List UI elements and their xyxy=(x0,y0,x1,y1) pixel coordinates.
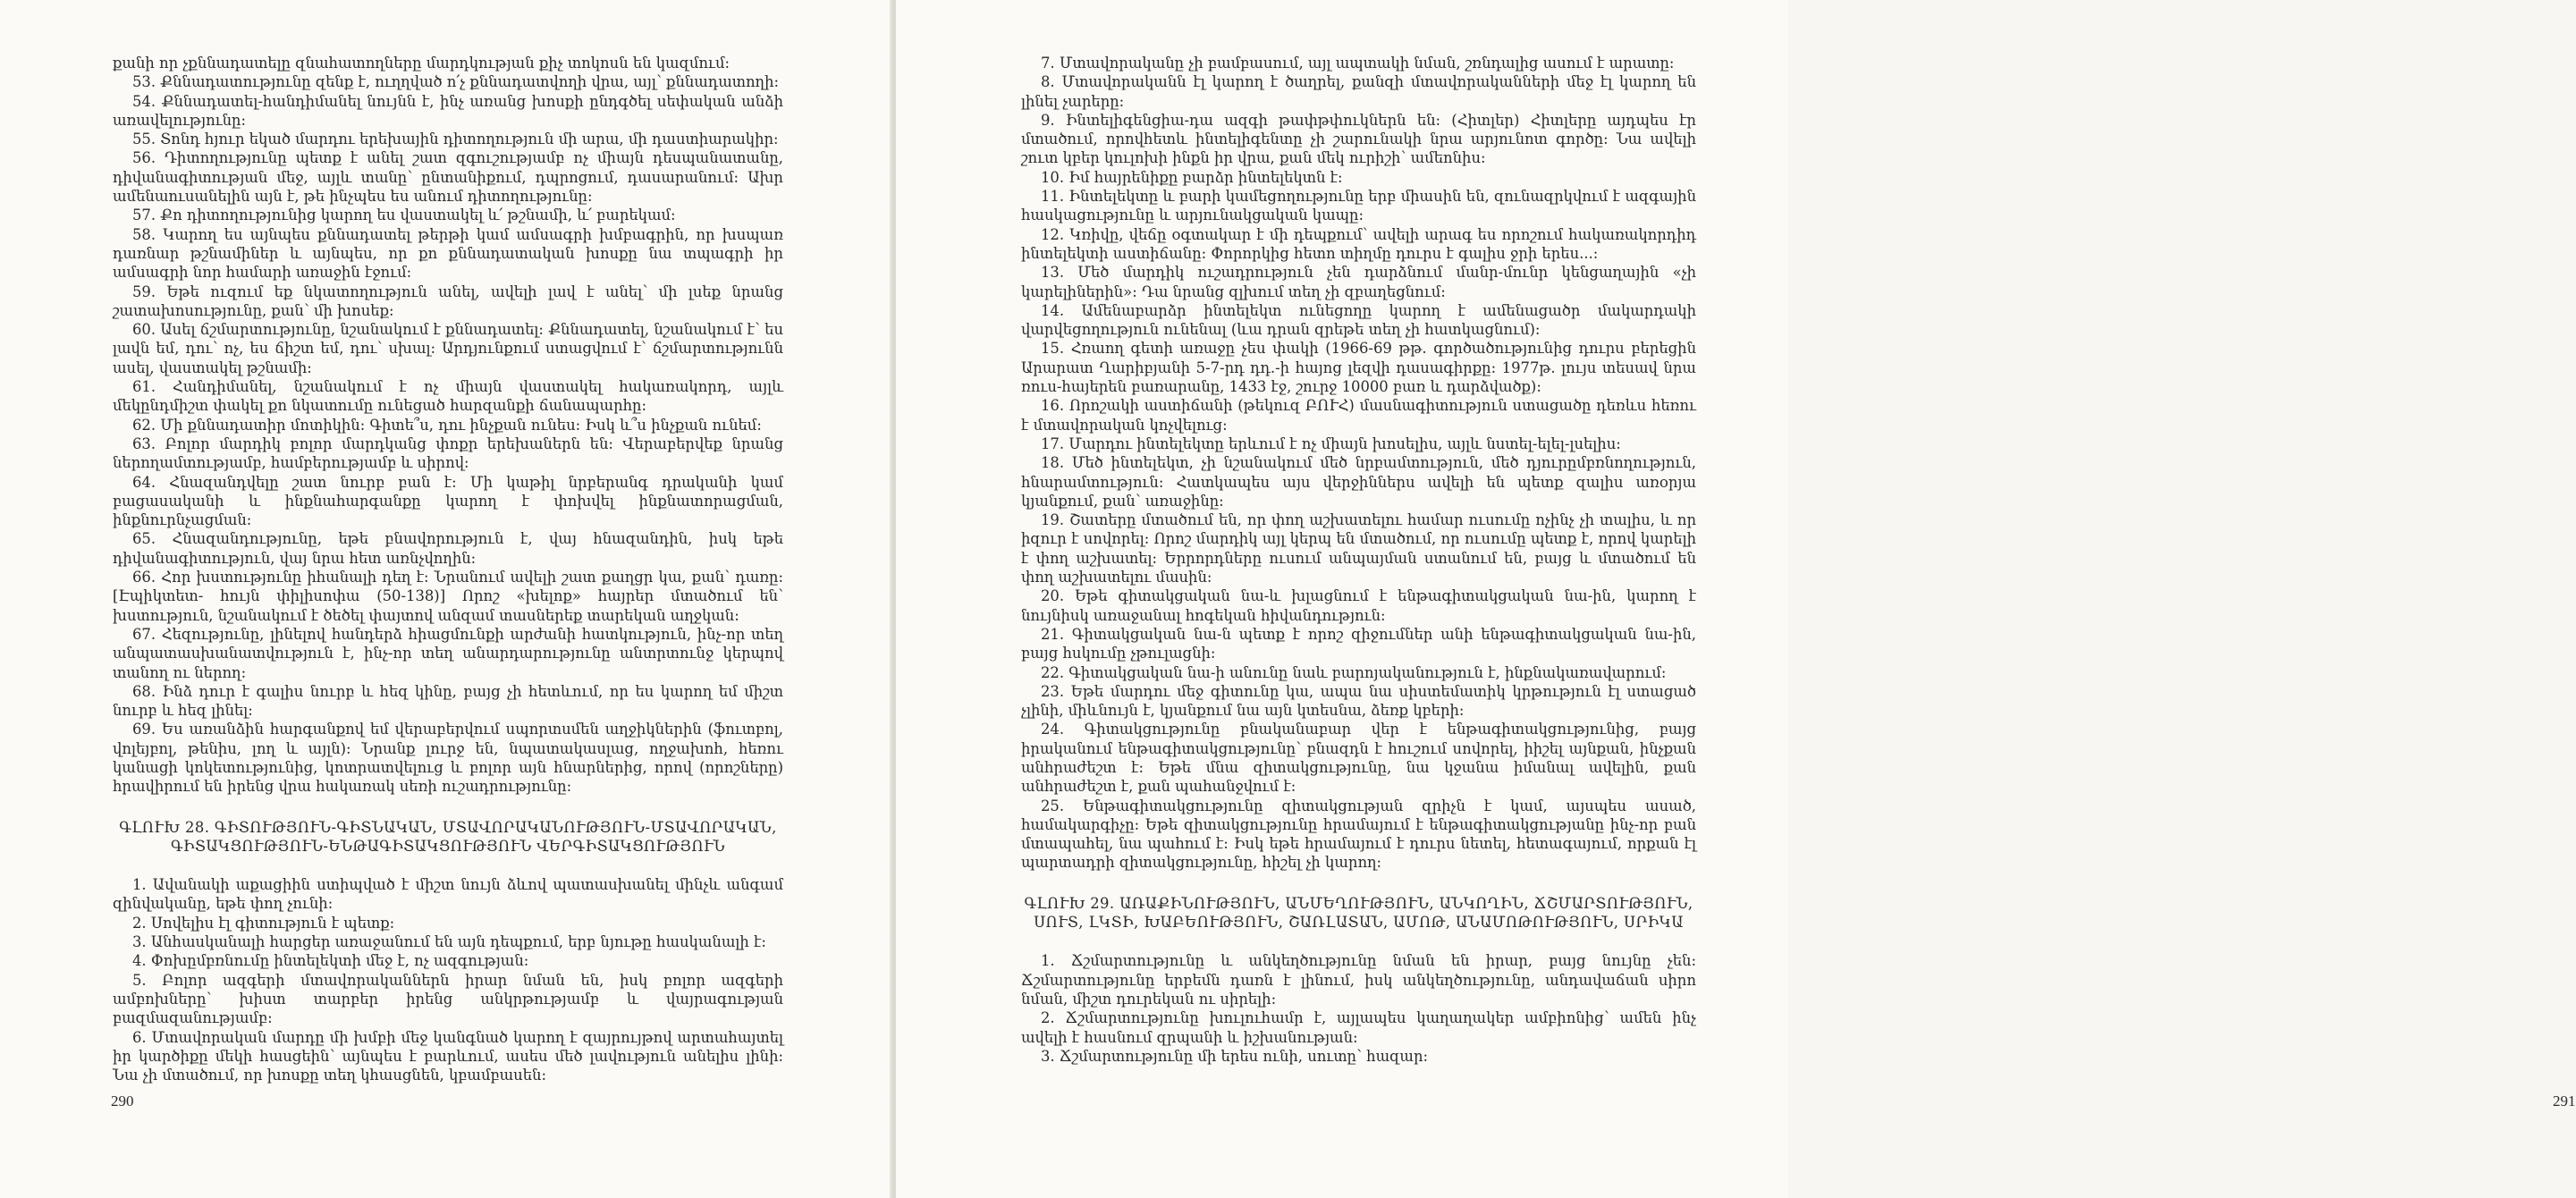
left-page xyxy=(0,0,892,1198)
paragraph: 55. Տոնդ հյուր եկած մարդու երեխային դիտողություն մի արա, մի դաստիարակիր: xyxy=(132,131,779,148)
paragraph: 6. Մտավորական մարդը մի խմբի մեջ կանգնած կարող է զայրույթով արտահայտել իր կարծիքը մեկի հասցեին՝ այնպես է բարևում, ասես մեծ լավություն անելիս լինի: Նա չի մտածում, որ խոսքը տեղ կհասցնեն, կբամբասեն: xyxy=(113,1028,783,1084)
paragraph: 5. Բոլոր ազգերի մտավորականներն իրար նման են, իսկ բոլոր ազգերի ամբոխները՝ խիստ տարբեր իրենց անկրթությամբ և վայրագության բազմազանությամբ: xyxy=(113,971,783,1027)
chapter-28-heading: ԳԼՈՒԽ 28. ԳԻՏՈՒԹՅՈՒՆ-ԳԻՏՆԱԿԱՆ, ՄՏԱՎՈՐԱԿԱՆՈՒԹՅՈՒՆ-ՄՏԱՎՈՐԱԿԱՆ, ԳԻՏԱԿՑՈՒԹՅՈՒՆ-ԵՆԹԱԳԻՏԱԿՑՈՒԹՅՈՒՆ ՎԵՐԳԻՏԱԿՑՈՒԹՅՈՒՆ xyxy=(119,818,777,855)
paragraph: 57. Քո դիտողությունից կարող ես վաստակել և՛ թշնամի, և՛ բարեկամ: xyxy=(132,207,676,224)
paragraph: 11. Ինտելեկտը և բարի կամեցողությունը երբ միասին են, զունազրկվում է ազգային հասկացությունը և արյունակցական կապը: xyxy=(1021,188,1696,224)
paragraph: 17. Մարդու ինտելեկտը երևում է ոչ միայն խոսելիս, այլև նստել-ելել-լսելիս: xyxy=(1041,434,1621,452)
paragraph: 1. Ավանակի աքացիին ստիպված է միշտ նույն ձևով պատասխանել մինչև անգամ զինվականը, եթե փող չունի: xyxy=(113,876,783,913)
paragraph: 10. Իմ հայրենիքը բարձր ինտելեկտն է: xyxy=(1041,168,1343,186)
paragraph: 21. Գիտակցական նա-ն պետք է որոշ զիջումներ անի ենթագիտակցական նա-ին, բայց հսկումը չթուլացնի: xyxy=(1021,625,1696,662)
paragraph: 66. Հոր խստությունը իհանալի դեղ է: Նրանում ավելի շատ քաղցր կա, քան՝ դառը: [Էպիկտետ- հույն փիլիսոփա (50-138)] Որոշ «խելոք» հայրեր մտածում են՝ խստություն, նշանակում է ծեծել փայտով անզամ տասներեք տարեկան աղջկան: xyxy=(113,569,783,624)
paragraph: 2. Սովելիս էլ գիտություն է պետք: xyxy=(132,914,395,932)
paragraph: 3. Անհասկանալի հարցեր առաջանում են այն դեպքում, երբ նյութը հասկանալի է: xyxy=(132,933,766,951)
paragraph: 8. Մտավորականն էլ կարող է ծաղրել, քանզի մտավորականների մեջ էլ կարող են լինել չարերը: xyxy=(1021,73,1696,110)
paragraph: 61. Հանդիմանել, նշանակում է ոչ միայն վաստակել հակառակորդ, այլև մեկընդմիշտ փակել քո նկատումը ունեցած հարզանքի ճանապարհը: xyxy=(113,378,783,415)
paragraph: 68. Ինձ դուր է գալիս նուրբ և հեզ կինը, բայց չի հետևում, որ ես կարող եմ միշտ նուրբ և հեզ լինել: xyxy=(113,682,783,720)
paragraph: 23. Եթե մարդու մեջ գիտունը կա, ապա նա սիստեմատիկ կրթություն էլ ստացած չլինի, միևնույն է, կյանքում նա այն կտեսնա, ձեռք կբերի: xyxy=(1021,682,1696,720)
paragraph: 14. Ամենաբարձր ինտելեկտ ունեցողը կարող է ամենացածր մակարդակի վարվեցողություն ունենալ (ևա դրան զրեթե տեղ չի հատկացնում): xyxy=(1021,301,1696,339)
paragraph: 63. Բոլոր մարդիկ բոլոր մարդկանց փոքր երեխաներն են: Վերաբերվեք նրանց ներողամտությամբ, համբերությամբ և սիրով: xyxy=(113,434,783,472)
right-page xyxy=(896,0,2576,1198)
right-paragraphs xyxy=(1021,54,1696,873)
paragraph: 16. Որոշակի աստիճանի (թեկուզ ԲՈՒՀ) մասնագիտություն ստացածը դեռևս հեռու է մտավորական կոչվելուց: xyxy=(1021,397,1696,434)
paragraph: 53. Քննադատությունը զենք է, ուղղված ո՛չ քննադատվողի վրա, այլ՝ քննադատողի: xyxy=(132,73,780,91)
paragraph: 24. Գիտակցությունը բնականաբար վեր է ենթագիտակցությունից, բայց իրականում ենթագիտակցությունը՝ բնազդն է հուշում սովորել, իիշել այնքան, ինչքան անհրաժեշտ է: Եթե մնա զիտակցությունը, նա կջանա իմանալ ավելին, քան անհրաժեշտ է, քան պահանջվում է: xyxy=(1021,721,1696,796)
paragraph: 64. Հնազանդվելը շատ նուրբ բան է: Մի կաթիլ նրբերանգ դրականի կամ բացասականի և ինքնահարգանքը կարող է փոխվել ինքնատորացման, ինքնուրնչացման: xyxy=(113,473,783,529)
chapter-29-heading: ԳԼՈՒԽ 29. ԱՌԱՔԻՆՈՒԹՅՈՒՆ, ԱՆՄԵՂՈՒԹՅՈՒՆ, ԱՆԿՈՂԻՆ, ՃՇՄԱՐՏՈՒԹՅՈՒՆ, ՍՈՒՏ, ԼԿՏԻ, ԽԱԲԵՈՒԹՅՈՒՆ, ՇԱՌԼԱՏԱՆ, ԱՄՈԹ, ԱՆԱՄՈԹՈՒԹՅՈՒՆ, ՍՐԻԿԱ xyxy=(1024,894,1693,932)
paragraph: 65. Հնազանդությունը, եթե բնավորություն է, վայ հնազանդին, իսկ եթե դիվանագիտություն, վայ նրա հետ առնչվողին: xyxy=(113,530,783,567)
paragraph: 19. Շատերը մտածում են, որ փող աշխատելու համար ուսումը ոչինչ չի տալիս, և որ իզուր է սովորել: Որոշ մարդիկ այլ կերպ են մտածում, որ ուսումը պետք է, որով կարելի է փող աշխատել: Երրորդները ուսում անպայման ստանում են, բայց և մտածում են փող աշխատելու մասին: xyxy=(1021,511,1696,586)
paragraph: 1. Ճշմարտությունը և անկեղծությունը նման են իրար, բայց նույնը չեն: Ճշմարտությունը երբեմն դառն է լինում, իսկ անկեղծությունը, անդավաճան սիրո նման, միշտ դուրեկան ու սիրելի: xyxy=(1021,952,1696,1008)
paragraph: 4. Փոխըմբռնումը ինտելեկտի մեջ է, ոչ ազգության: xyxy=(132,952,529,970)
paragraph: 20. Եթե գիտակցական նա-և խլացնում է ենթագիտակցական նա-ին, կարող է նույնիսկ առաջանալ հոգեկան հիվանդություն: xyxy=(1021,587,1696,624)
paragraph: 25. Ենթագիտակցությունը զիտակցության զրիչն է կամ, այսպես ասած, համակարգիչը: Եթե զիտակցությունը հրամայում է ենթագիտակցությանը ինչ-որ բան մտապահել, նա պահում է: Իսկ եթե հրամայում է դուրս նետել, հետագայում, որքան էլ պարտադրի զիտակցությունը, հիշել չի կարող: xyxy=(1021,797,1696,872)
right-paragraphs-after xyxy=(1021,951,1696,1066)
left-paragraphs xyxy=(113,54,783,797)
paragraph: 22. Գիտակցական նա-ի անունը նաև բարոյականություն է, ինքնակառավարում: xyxy=(1041,663,1667,681)
paragraph: 15. Հռաող գետի առաջը չես փակի (1966-69 թթ. գործածությունից դուրս բերեցին Արարատ Ղարիբյանի 5-7-րդ դդ.-ի հայոց լեզվի դասագիրքը: 1977թ. լույս տեսավ նրա ռուս-հայերեն բառարանը, 1433 էջ, շուրջ 10000 բառ և դարձվածք): xyxy=(1021,340,1696,396)
paragraph: 9. Ինտելիգենցիա-դա ազգի թափթփուկներն են: (Հիտլեր) Հիտլերը այդպես էր մտածում, որովհետև ինտելիգենտը չի շարունակի նրա արյունոտ գործը: Նա ավելի շուտ կբեր կուլոխի ինքն իր վրա, քան մեկ ուրիշի՝ ամեոնիս: xyxy=(1021,111,1696,167)
paragraph: 13. Մեծ մարդիկ ուշադրություն չեն դարձնում մանր-մունր կենցաղային «չի կարելիներին»: Դա նրանց զլխում տեղ չի զբաղեցնում: xyxy=(1021,264,1696,300)
paragraph: 54. Քննադատել-հանդիմանել նույնն է, ինչ առանց խոսքի ընդգծել սեփական անձի առավելությունը: xyxy=(113,92,783,129)
page-number-right: 291 xyxy=(2553,1093,2576,1109)
paragraph: 12. Կռիվը, վեճը օգտակար է մի դեպքում՝ ավելի արագ ես որոշում հակառակորդիդ ինտելեկտի աստիճանը: Փորորկից հետո տիղմը դուրս է գալիս ջրի երես...: xyxy=(1021,225,1696,262)
paragraph: 3. Ճշմարտությունը մի երես ունի, սուտը՝ հազար: xyxy=(1041,1047,1429,1065)
paragraph: քանի որ չքննադատելը զնահատողները մարդկության քիչ տոկոսն են կազմում: xyxy=(113,55,731,72)
paragraph: 58. Կարող ես այնպես քննադատել թերթի կամ ամսագրի խմբագրին, որ խսպառ դառնար թշնամիներ և այնպես, որ քո քննադատական խոսքը նա տպագրի իր ամսագրի նոր համարի առաջին էջում: xyxy=(113,225,783,282)
paragraph: 56. Դիտողությունը պետք է անել շատ զգուշությամբ ոչ միայն դեսպանատանը, դիվանագիտության մեջ, այլև տանը՝ ընտանիքում, դպրոցում, դասարանում: Ախր ամենաուսանելին այն է, թե ինչպես ես անում դիտողությունը: xyxy=(113,149,783,206)
paragraph: 2. Ճշմարտությունը խուլուհամր է, այլապես կաղաղակեր ամբիոնից՝ ամեն ինչ ավելի է հասնում զրպանի և իշխանության: xyxy=(1021,1009,1696,1046)
paragraph: 7. Մտավորականը չի բամբասում, այլ ապտակի նման, շռնդալից ասում է արատը: xyxy=(1041,55,1675,72)
left-text-column xyxy=(113,54,783,1084)
page-number-left: 290 xyxy=(111,1093,134,1109)
left-paragraphs-after xyxy=(113,875,783,1084)
paragraph: 67. Հեզությունը, լինելով հանդերձ հիացմունքի արժանի հատկություն, ինչ-որ տեղ անպատասխանատվություն է, ինչ-որ տեղ անարդարությունը անտրտունջ կերպով տանող ու ներող: xyxy=(113,625,783,681)
paragraph: 59. Եթե ուզում եք նկատողություն անել, ավելի լավ է անել՝ մի լսեք նրանց շատախոսությունը, քան՝ մի խոսեք: xyxy=(113,283,783,319)
paragraph: 62. Մի քննադատիր մոտիկին: Գիտե՞ս, դու ինչքան ունես: Իսկ և՞ս ինչքան ունեմ: xyxy=(132,416,762,434)
right-text-column xyxy=(1021,54,1696,1066)
paragraph: 69. Ես առանձին հարգանքով եմ վերաբերվում սպորտսմեն աղջիկներին (ֆուտբոլ, վոլեյբոլ, թենիս, լող և այլն): Նրանք լուրջ են, նպատակասլաց, ողջախոհ, հեռու կանացի կոկետությունից, կոտրատվելուց և բոլոր այն հնարներից, որով (որոշները) հրավիրում են իրենց վրա հակառակ սեռի ուշադրությունը: xyxy=(113,721,783,796)
paragraph: 18. Մեծ ինտելեկտ, չի նշանակում մեծ նրբամտություն, մեծ դյուրըմբռնողություն, հնարամտություն: Հատկապես այս վերջիններս ավելի են պետք զալիս առօրյա կյանքում, քան՝ առաջինը: xyxy=(1021,454,1696,510)
paragraph: 60. Ասել ճշմարտությունը, նշանակում է քննադատել: Քննադատել, նշանակում է՝ ես լավն եմ, դու՝ ոչ, ես ճիշտ եմ, դու՝ սխալ: Արդյունքում ստացվում է՝ ճշմարտությունն ասել, վաստակել թշնամի: xyxy=(113,321,783,376)
